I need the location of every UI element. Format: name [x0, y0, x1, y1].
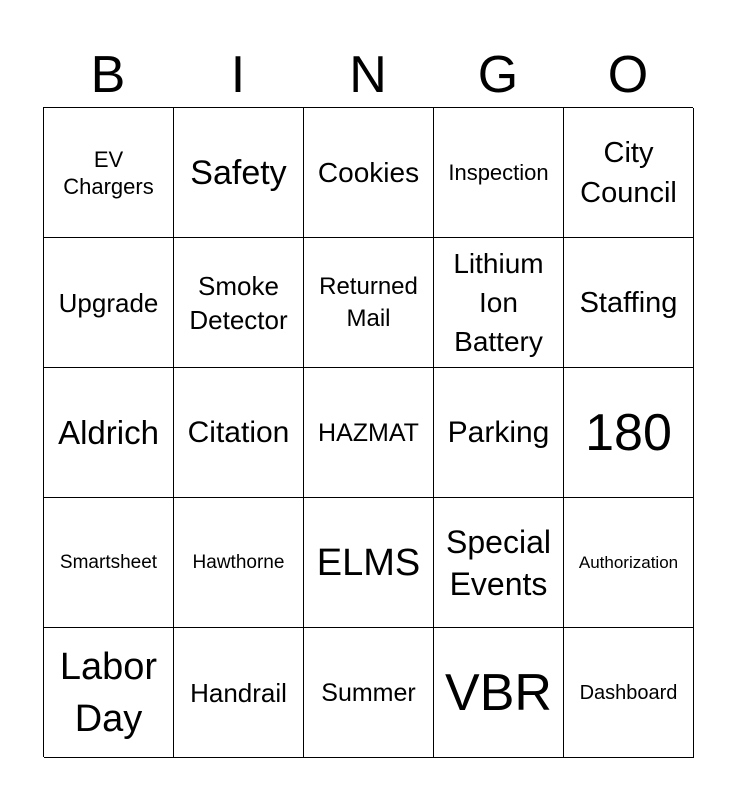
cell-label: Hawthorne [192, 551, 285, 573]
bingo-cell-r3c2[interactable] [174, 368, 304, 498]
cell-label: Dashboard [579, 681, 678, 704]
bingo-cell-r2c1[interactable] [44, 238, 174, 368]
cell-label: Handrail [190, 677, 287, 708]
cell-label: Authorization [578, 552, 679, 572]
cell-label: Returned Mail [319, 272, 418, 332]
cell-label: Cookies [317, 156, 420, 188]
cell-label: Upgrade [58, 287, 159, 318]
bingo-cell-r3c3[interactable] [304, 368, 434, 498]
bingo-cell-r5c1[interactable] [44, 628, 174, 758]
bingo-cell-r4c5[interactable] [564, 498, 694, 628]
cell-label: Smoke Detector [189, 270, 288, 335]
header-letter-i: I [230, 46, 246, 104]
bingo-cell-r5c4[interactable] [434, 628, 564, 758]
header-letter-o: O [607, 46, 649, 104]
bingo-cell-r5c3[interactable] [304, 628, 434, 758]
cell-label: Citation [187, 415, 290, 449]
bingo-cell-r2c3[interactable] [304, 238, 434, 368]
cell-label: City Council [580, 136, 677, 209]
bingo-cell-r1c3[interactable] [304, 108, 434, 238]
header-letter-n: N [349, 46, 387, 104]
bingo-cell-r4c1[interactable] [44, 498, 174, 628]
bingo-cell-r1c1[interactable] [44, 108, 174, 238]
bingo-cell-r5c5[interactable] [564, 628, 694, 758]
bingo-cell-r1c2[interactable] [174, 108, 304, 238]
cell-label: Summer [321, 678, 416, 707]
cell-label: 180 [585, 403, 672, 462]
cell-label: Aldrich [58, 413, 159, 451]
cell-label: Labor Day [59, 645, 158, 740]
header-letter-g: G [477, 46, 519, 104]
bingo-board [43, 107, 693, 757]
bingo-cell-r2c5[interactable] [564, 238, 694, 368]
cell-label: Inspection [448, 160, 549, 185]
bingo-cell-r4c2[interactable] [174, 498, 304, 628]
bingo-cell-r4c3[interactable] [304, 498, 434, 628]
bingo-cell-r2c2[interactable] [174, 238, 304, 368]
bingo-cell-r4c4[interactable] [434, 498, 564, 628]
header-letter-b: B [90, 46, 126, 104]
bingo-cell-r5c2[interactable] [174, 628, 304, 758]
cell-label: HAZMAT [318, 418, 419, 447]
cell-label: EV Chargers [63, 146, 154, 199]
bingo-cell-r3c5[interactable] [564, 368, 694, 498]
cell-label: Lithium Ion Battery [453, 248, 544, 357]
bingo-cell-r1c4[interactable] [434, 108, 564, 238]
cell-label: Special Events [446, 523, 551, 602]
bingo-cell-r3c4[interactable] [434, 368, 564, 498]
cell-label: Smartsheet [59, 551, 158, 573]
cell-label: Safety [190, 153, 287, 192]
cell-label: VBR [445, 663, 552, 722]
cell-label: Staffing [579, 286, 678, 319]
bingo-cell-r2c4[interactable] [434, 238, 564, 368]
bingo-cell-r1c5[interactable] [564, 108, 694, 238]
cell-label: ELMS [316, 541, 421, 584]
bingo-cell-r3c1[interactable] [44, 368, 174, 498]
cell-label: Parking [447, 415, 550, 449]
bingo-header [43, 44, 693, 106]
